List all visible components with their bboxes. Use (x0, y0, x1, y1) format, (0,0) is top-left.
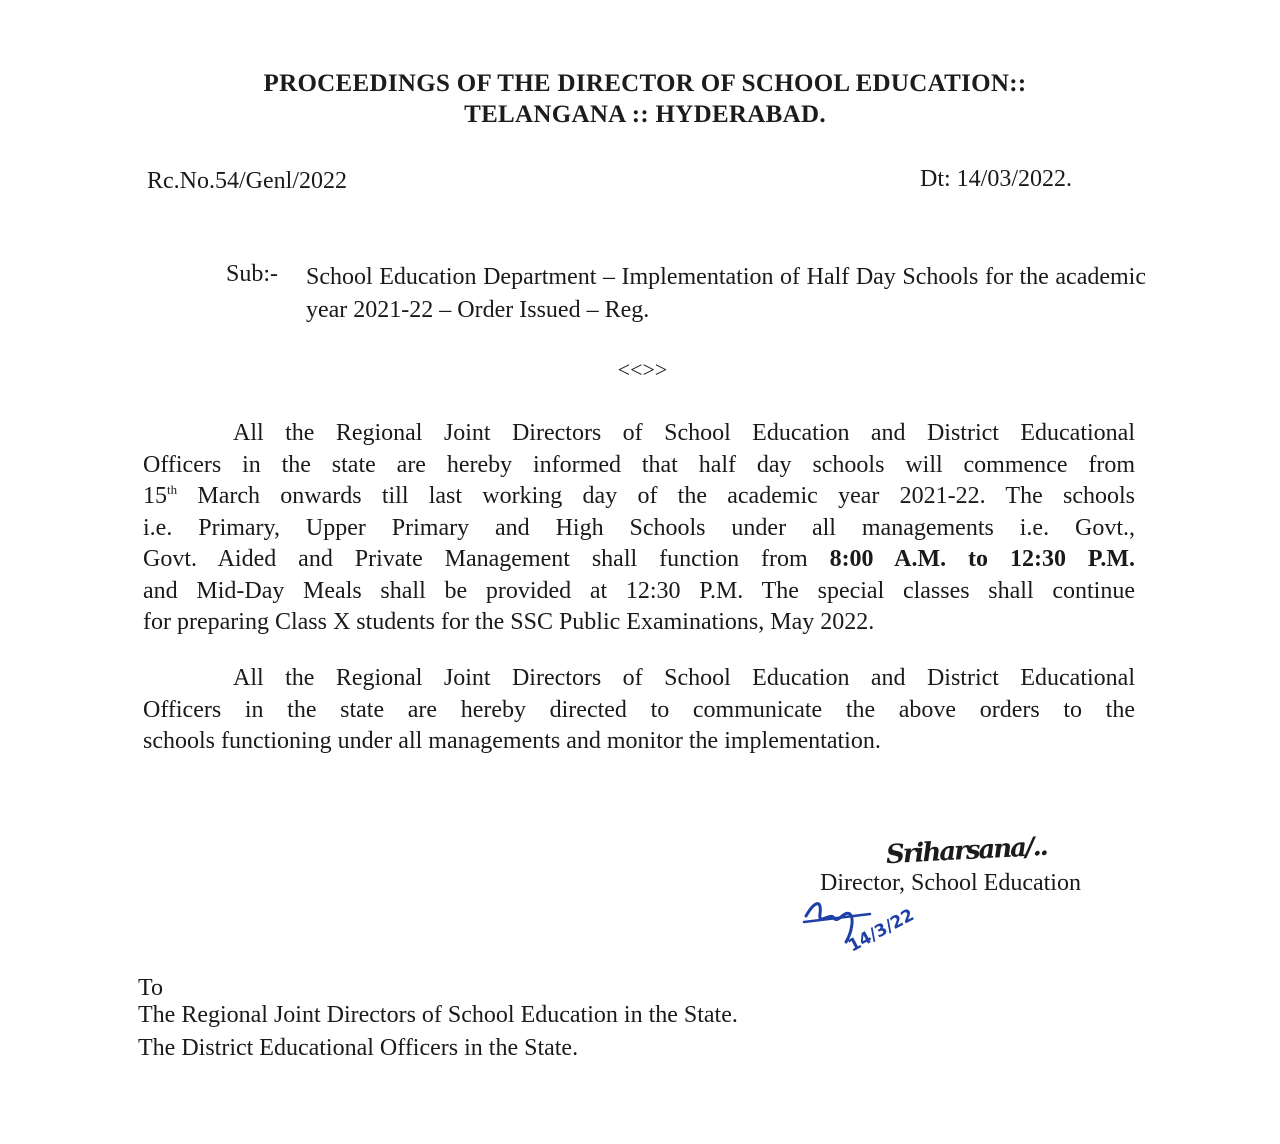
addressee-item: The District Educational Officers in the State. (138, 1035, 579, 1061)
section-separator: <<>> (617, 357, 668, 382)
addressee-item: The Regional Joint Directors of School Education in the State. (138, 1002, 738, 1028)
start-day: 15 (143, 483, 167, 509)
paragraph-line (143, 481, 1135, 513)
director-signature: Sriharsana/.. (885, 831, 1048, 871)
paragraph-half-day-order (143, 418, 1135, 639)
document-heading-line2: TELANGANA :: HYDERABAD. (464, 101, 826, 128)
ordinal-suffix: th (167, 482, 178, 497)
handwritten-initials-icon (800, 892, 950, 962)
line-rest: March onwards till last working day of the academic year 2021-22. The schools (177, 483, 1135, 509)
paragraph-line: All the Regional Joint Directors of School Education and District Educational (233, 420, 1135, 446)
document-heading-line1: PROCEEDINGS OF THE DIRECTOR OF SCHOOL EDUCATION:: (263, 70, 1027, 97)
addressee-label: To (138, 975, 163, 1001)
paragraph-line: and Mid-Day Meals shall be provided at 12:30 P.M. The special classes shall continue (143, 577, 1135, 604)
line-text: Govt. Aided and Private Management shall function from (143, 546, 830, 572)
subject-text: School Education Department – Implementation of Half Day Schools for the academic year 2021-22 – Order Issued – Reg. (306, 264, 1146, 323)
paragraph-line: Officers in the state are hereby directed to communicate the above orders to the (143, 696, 1135, 723)
paragraph-line: All the Regional Joint Directors of School Education and District Educational (233, 665, 1135, 691)
paragraph-line: i.e. Primary, Upper Primary and High Schools under all managements i.e. Govt., (143, 514, 1135, 541)
order-date: Dt: 14/03/2022. (920, 166, 1073, 192)
paragraph-communication-directive (143, 663, 1135, 758)
reference-number: Rc.No.54/Genl/2022 (147, 168, 347, 194)
paragraph-line (143, 544, 1135, 576)
initials-date: 14/3/22 (844, 905, 918, 957)
paragraph-line: schools functioning under all managements and monitor the implementation. (143, 728, 881, 754)
paragraph-line: for preparing Class X students for the SSC Public Examinations, May 2022. (143, 609, 875, 635)
school-timings: 8:00 A.M. to 12:30 P.M. (829, 546, 1135, 572)
initials-stamp (800, 892, 950, 967)
signatory-designation: Director, School Education (820, 870, 1081, 896)
subject-label: Sub:- (226, 261, 279, 287)
paragraph-line: Officers in the state are hereby informed that half day schools will commence from (143, 451, 1135, 478)
